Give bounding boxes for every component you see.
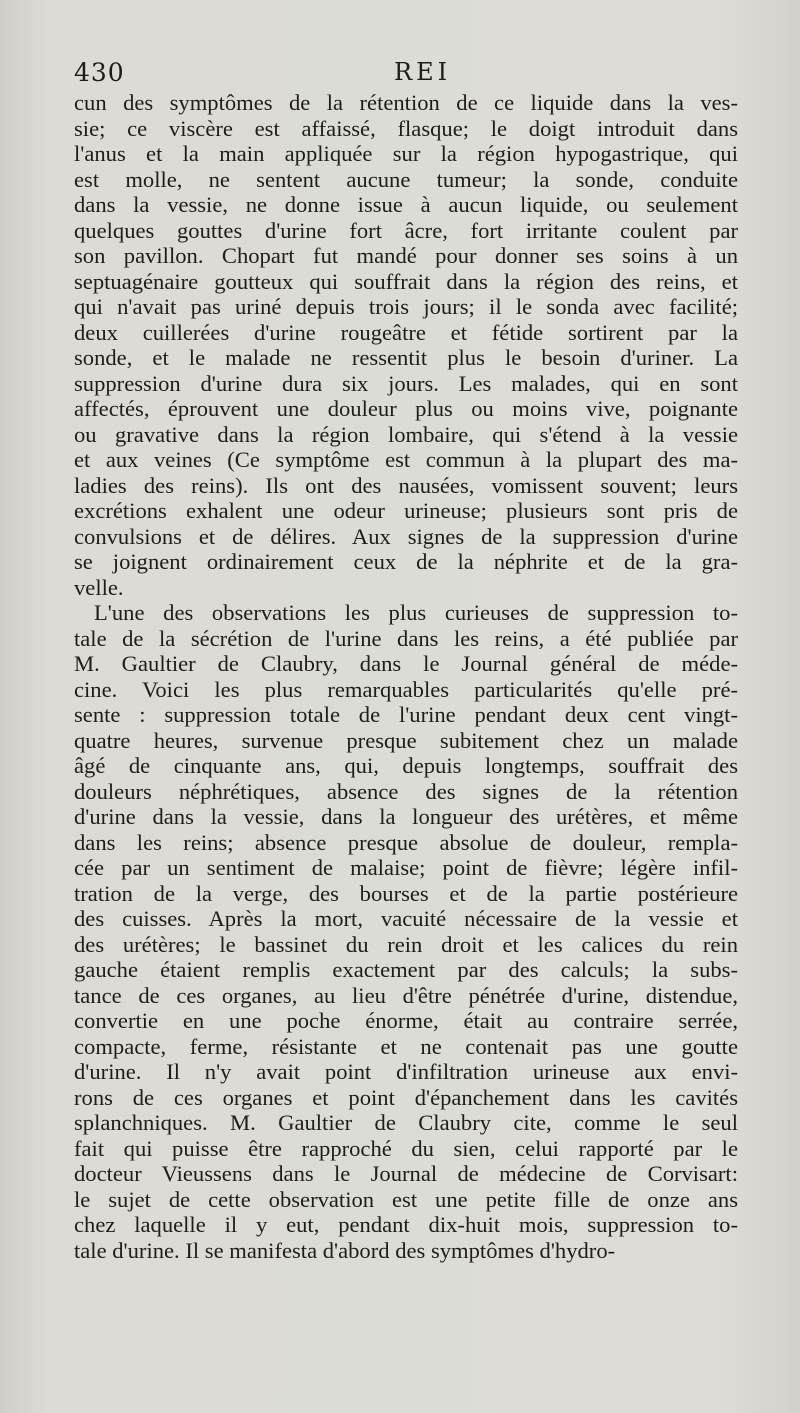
text-line: tration de la verge, des bourses et de la partie postérieure <box>74 880 738 906</box>
text-line: rons de ces organes et point d'épanchement dans les cavités <box>74 1084 738 1110</box>
text-line: dans la vessie, ne donne issue à aucun liquide, ou seulement <box>74 192 738 217</box>
running-head: REI <box>394 58 452 86</box>
text-line: sie; ce viscère est affaissé, flasque; le doigt introduit dans <box>74 115 738 141</box>
text-line: est molle, ne sentent aucune tumeur; la sonde, conduite <box>74 166 738 192</box>
text-line: des urétères; le bassinet du rein droit et les calices du rein <box>74 931 738 957</box>
text-line: quatre heures, survenue presque subitement chez un malade <box>74 727 738 753</box>
text-line: douleurs néphrétiques, absence des signes de la rétention <box>74 778 738 804</box>
text-line: fait qui puisse être rapproché du sien, celui rapporté par le <box>74 1135 738 1161</box>
text-line: deux cuillerées d'urine rougeâtre et fétide sortirent par la <box>74 319 738 345</box>
text-line: L'une des observations les plus curieuses de suppression to- <box>94 600 738 625</box>
text-line: et aux veines (Ce symptôme est commun à la plupart des ma- <box>74 447 738 472</box>
text-line: excrétions exhalent une odeur urineuse; plusieurs sont pris de <box>74 498 738 523</box>
text-line: docteur Vieussens dans le Journal de médecine de Corvisart: <box>74 1161 738 1186</box>
text-line: se joignent ordinairement ceux de la néphrite et de la gra- <box>74 549 738 574</box>
text-line: affectés, éprouvent une douleur plus ou moins vive, poignante <box>74 396 738 421</box>
text-line: sente : suppression totale de l'urine pendant deux cent vingt- <box>74 702 738 727</box>
text-line: sonde, et le malade ne ressentit plus le besoin d'uriner. La <box>74 345 738 370</box>
text-line: velle. <box>74 574 124 600</box>
text-line: septuagénaire goutteux qui souffrait dans la région des reins, et <box>74 268 738 294</box>
text-line: l'anus et la main appliquée sur la région hypogastrique, qui <box>74 141 738 166</box>
text-line: ladies des reins). Ils ont des nausées, vomissent souvent; leurs <box>74 472 738 498</box>
text-line: qui n'avait pas uriné depuis trois jours; il le sonda avec facilité; <box>74 294 738 319</box>
text-line: cée par un sentiment de malaise; point de fièvre; légère infil- <box>74 855 738 880</box>
text-line: son pavillon. Chopart fut mandé pour donner ses soins à un <box>74 243 738 268</box>
text-line: chez laquelle il y eut, pendant dix-huit mois, suppression to- <box>74 1212 738 1237</box>
text-line: tale de la sécrétion de l'urine dans les reins, a été publiée par <box>74 625 738 651</box>
text-line: cine. Voici les plus remarquables particularités qu'elle pré- <box>74 676 738 702</box>
text-line: dans les reins; absence presque absolue de douleur, rempla- <box>74 829 738 855</box>
text-line: tale d'urine. Il se manifesta d'abord des symptômes d'hydro- <box>74 1237 616 1263</box>
text-line: compacte, ferme, résistante et ne contenait pas une goutte <box>74 1033 738 1059</box>
text-line: le sujet de cette observation est une petite fille de onze ans <box>74 1186 738 1212</box>
page-header <box>74 58 738 94</box>
text-line: d'urine. Il n'y avait point d'infiltration urineuse aux envi- <box>74 1059 738 1084</box>
text-line: âgé de cinquante ans, qui, depuis longtemps, souffrait des <box>74 753 738 778</box>
text-line: ou gravative dans la région lombaire, qui s'étend à la vessie <box>74 421 738 447</box>
text-line: d'urine dans la vessie, dans la longueur des urétères, et même <box>74 804 738 829</box>
page-number: 430 <box>74 58 125 87</box>
text-line: M. Gaultier de Claubry, dans le Journal général de méde- <box>74 651 738 676</box>
paragraph <box>74 90 738 600</box>
text-line: convertie en une poche énorme, était au contraire serrée, <box>74 1008 738 1033</box>
paragraph <box>74 600 738 1263</box>
text-body <box>74 90 738 1263</box>
text-line: splanchniques. M. Gaultier de Claubry cite, comme le seul <box>74 1110 738 1135</box>
text-line: cun des symptômes de la rétention de ce liquide dans la ves- <box>74 90 738 115</box>
text-line: tance de ces organes, au lieu d'être pénétrée d'urine, distendue, <box>74 982 738 1008</box>
text-line: convulsions et de délires. Aux signes de la suppression d'urine <box>74 523 738 549</box>
text-line: gauche étaient remplis exactement par des calculs; la subs- <box>74 957 738 982</box>
text-line: suppression d'urine dura six jours. Les malades, qui en sont <box>74 370 738 396</box>
text-line: des cuisses. Après la mort, vacuité nécessaire de la vessie et <box>74 906 738 931</box>
text-line: quelques gouttes d'urine fort âcre, fort irritante coulent par <box>74 217 738 243</box>
